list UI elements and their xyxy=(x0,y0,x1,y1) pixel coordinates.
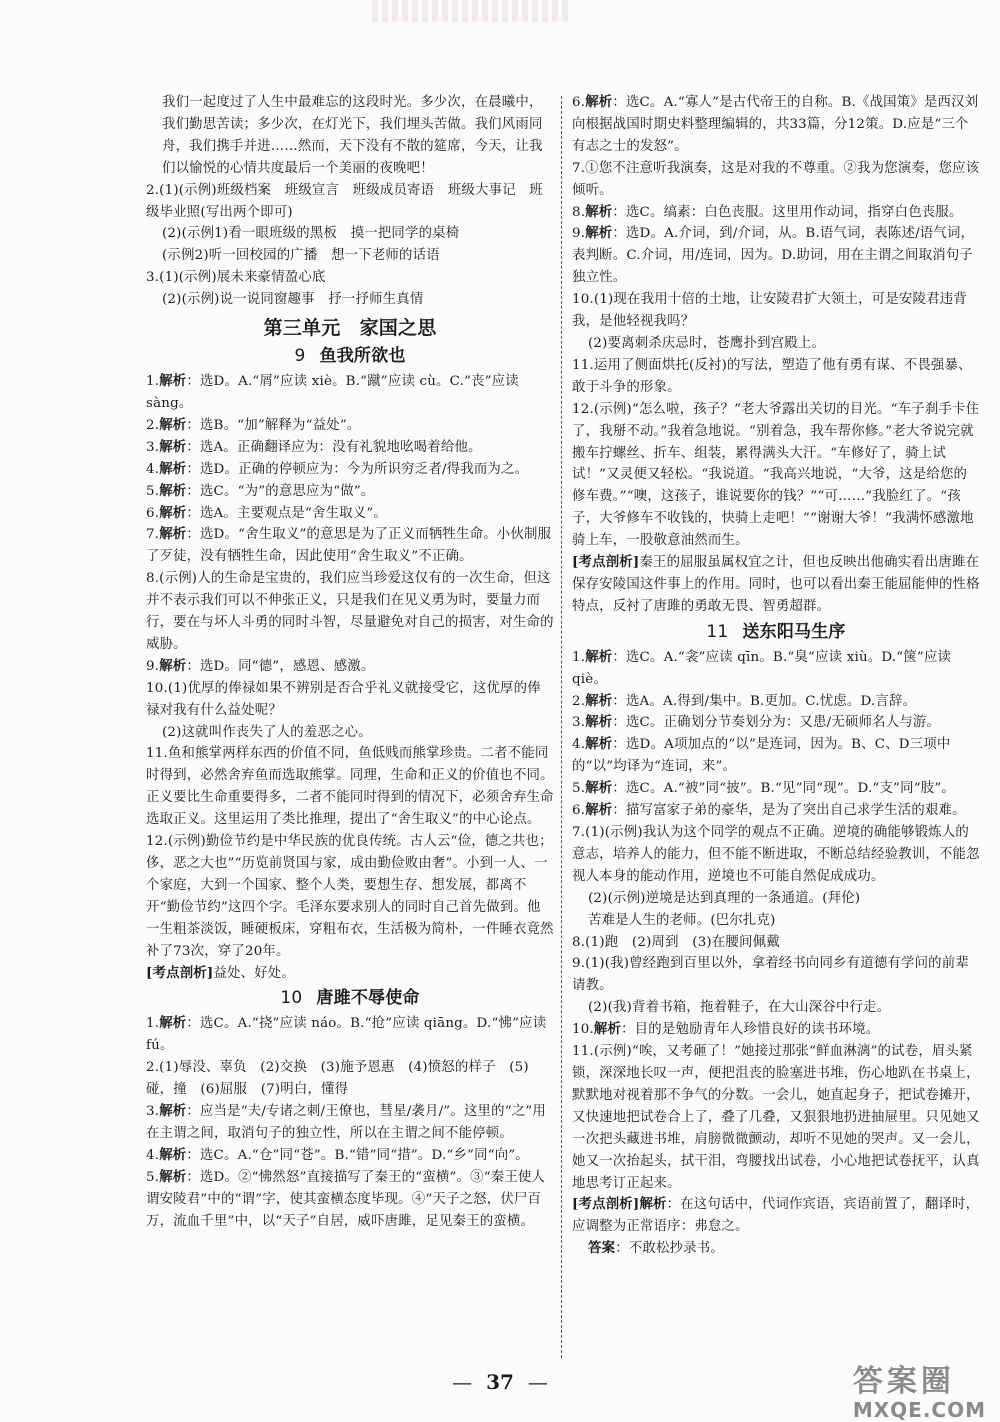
analysis-keyword: 解析 xyxy=(159,657,187,674)
analysis-keyword: 解析 xyxy=(585,94,613,110)
key-point-label: [考点剖析] xyxy=(146,964,214,981)
lesson-number: 11 xyxy=(706,621,729,642)
answer-paragraph xyxy=(146,371,554,415)
answer-paragraph xyxy=(146,1013,554,1057)
key-point-label: [考点剖析] xyxy=(572,1196,640,1213)
analysis-keyword: 解析 xyxy=(585,692,613,709)
analysis-keyword: 解析 xyxy=(159,460,187,477)
analysis-keyword: 解析 xyxy=(159,373,187,390)
answer-paragraph xyxy=(572,800,980,822)
item-number: 5. xyxy=(146,483,160,499)
answer-paragraph xyxy=(572,355,980,399)
answer-paragraph xyxy=(146,503,554,525)
analysis-keyword: 解析 xyxy=(585,648,613,665)
paragraph-text: ：选A。主要观点是“舍生取义”。 xyxy=(186,505,388,521)
paragraph-text: 11.鱼和熊掌两样东西的价值不同，鱼低贱而熊掌珍贵。二者不能同时得到，必然舍弃鱼而选取熊掌。同理，生命和正义的价值也不同。正义要比生命重要得多，二者不能同时得到的情况下，必须舍弃生命选取正义。这里运用了类比推理，提出了“舍生取义”的中心论点。 xyxy=(146,746,554,828)
paragraph-text: ：描写富家子弟的豪华，是为了突出自己求学生活的艰难。 xyxy=(612,803,966,819)
answer-paragraph xyxy=(572,1041,980,1194)
answer-paragraph xyxy=(572,202,980,224)
paragraph-text: (示例2)听一回校园的广播 想一下老师的话语 xyxy=(162,248,440,264)
item-number: 4. xyxy=(146,461,160,477)
item-number: 9. xyxy=(572,226,586,242)
item-number: 1. xyxy=(146,1016,160,1032)
analysis-keyword: 解析 xyxy=(585,802,613,819)
paragraph-text: ：选C。正确划分节奏划分为：又患/无硕师名人与游。 xyxy=(612,715,941,731)
answer-paragraph xyxy=(146,289,554,311)
paragraph-text: 3.(1)(示例)展未来豪情盈心底 xyxy=(146,270,326,286)
item-number: 8. xyxy=(572,204,586,220)
answer-paragraph xyxy=(146,656,554,678)
item-number: 3. xyxy=(146,1104,160,1120)
answer-paragraph xyxy=(572,953,980,997)
answer-line xyxy=(572,1238,980,1260)
paragraph-text: 7.①您不注意听我演奏，这是对我的不尊重。②我为您演奏，您应该倾听。 xyxy=(572,160,980,198)
answer-paragraph xyxy=(572,712,980,734)
paragraph-text: ：选D。A.介词，到/介词，从。B.语气词，表陈述/语气词，表判断。C.介词，用/连词，因为。D.助词，用在主谓之间取消句子独立性。 xyxy=(572,226,975,286)
item-number: 6. xyxy=(572,95,586,110)
paragraph-text: 2.(1)辱没、辜负 (2)交换 (3)施予恩惠 (4)愤怒的样子 (5)碰，撞 (6)屈服 (7)明白，懂得 xyxy=(146,1060,529,1098)
watermark-url: MXQE.COM xyxy=(852,1398,986,1422)
analysis-keyword: 解析 xyxy=(639,1196,667,1213)
item-number: 1. xyxy=(146,374,160,390)
answer-paragraph xyxy=(572,158,980,202)
item-number: 5. xyxy=(146,1169,160,1185)
key-point-analysis xyxy=(146,963,554,985)
item-number: 4. xyxy=(146,1147,160,1163)
item-number: 3. xyxy=(146,439,160,455)
paragraph-text: ：选C。A.“挠”应读 náo。B.“抢”应读 qiāng。D.“怫”应读 fú。 xyxy=(146,1016,547,1054)
answer-paragraph xyxy=(146,831,554,962)
answer-paragraph xyxy=(572,223,980,289)
site-watermark xyxy=(853,1366,986,1422)
item-number: 6. xyxy=(572,803,586,819)
unit-title: 第三单元 家国之思 xyxy=(263,317,437,340)
item-number: 7. xyxy=(146,527,160,543)
answer-paragraph xyxy=(146,678,554,722)
paragraph-text: ：选C。A.“被”同“披”。B.“见”同“现”。D.“支”同“肢”。 xyxy=(612,781,955,797)
paragraph-text: ：选C。A.“衾”应读 qīn。B.“臭”应读 xiù。D.“箧”应读 qiè。 xyxy=(572,649,952,687)
paragraph-text: ：选D。A项加点的“以”是连词，因为。B、C、D三项中的“以”均译为“连词，来”。 xyxy=(572,737,951,775)
paragraph-text: ：选D。②“怫然怒”直接描写了秦王的“蛮横”。③“秦王使人谓安陵君”中的“谓”字，使其蛮横态度毕现。④“天子之怒，伏尸百万，流血千里”中，以“天子”自居，威吓唐雎，足见秦王的蛮横。 xyxy=(146,1169,546,1229)
paragraph-text: 苦难是人生的老师。(巴尔扎克) xyxy=(588,912,776,928)
paragraph-text: ：在这句话中，代词作宾语，宾语前置了，翻译时，应调整为正常语序：弗怠之。 xyxy=(572,1197,980,1235)
paragraph-text: (2)(示例1)看一眼班级的黑板 摸一把同学的桌椅 xyxy=(162,226,460,242)
answer-paragraph xyxy=(146,568,554,656)
answer-paragraph xyxy=(146,722,554,744)
paragraph-text: ：选C。A.“寡人”是古代帝王的自称。B.《战国策》是西汉刘向根据战国时期史料整理编辑的，共33篇，分12策。D.应是“三个有志之士的发怒”。 xyxy=(572,95,979,154)
answer-paragraph xyxy=(146,481,554,503)
paragraph-text: ：选D。“舍生取义”的意思是为了正义而牺牲生命。小伙制服了歹徒，没有牺牲生命，因此使用“舍生取义”不正确。 xyxy=(146,527,552,565)
answer-paragraph xyxy=(146,1101,554,1145)
lesson-title xyxy=(572,619,980,645)
key-point-analysis xyxy=(572,552,980,618)
answer-keyword: 答案 xyxy=(588,1240,616,1257)
paragraph-text: 11.(示例)“唉，又考砸了！”她接过那张“鲜血淋漓”的试卷，眉头紧锁，深深地长叹一声，便把沮丧的脸塞进书堆，伤心地趴在书桌上，默默地对视着那不争气的分数。一会儿，她直起身子，把试卷摊开，又快速地把试卷合上了，叠了几叠，又狠狠地扔进抽屉里。只见她又一次把头藏进书堆，肩膀微微颤动，却听不见她的哭声。又一会儿，她又一次抬起头，拭干泪，弯腰找出试卷，小心地把试卷抚平，认真地思考订正起来。 xyxy=(572,1044,980,1191)
paragraph-text: ：选B。“加”解释为“益处”。 xyxy=(186,417,361,433)
paragraph-text: ：不敢松抄录书。 xyxy=(615,1241,724,1257)
analysis-keyword: 解析 xyxy=(159,416,187,433)
paragraph-text: 11.运用了侧面烘托(反衬)的写法，塑造了他有勇有谋、不畏强暴、敢于斗争的形象。 xyxy=(572,357,972,395)
paragraph-text: 我们一起度过了人生中最难忘的这段时光。多少次，在晨曦中，我们勤思苦读；多少次，在灯光下，我们埋头苦做。我们风雨同舟，我们携手并进……然而，天下没有不散的筵席，今天，让我们以愉悦的心情共度最后一个美丽的夜晚吧！ xyxy=(162,95,543,176)
watermark-logo: 答案圈 xyxy=(852,1364,955,1399)
analysis-keyword: 解析 xyxy=(585,203,613,220)
analysis-keyword: 解析 xyxy=(159,526,187,543)
item-number: 2. xyxy=(146,417,160,433)
analysis-keyword: 解析 xyxy=(159,438,187,455)
paragraph-text: 10.(1)现在我用十倍的土地，让安陵君扩大领土，可是安陵君违背我，是他轻视我吗？ xyxy=(572,292,967,330)
answer-paragraph xyxy=(146,1057,554,1101)
answer-paragraph xyxy=(146,743,554,831)
paragraph-text: ：应当是“夫/专诸之刺/王僚也，彗星/袭月/”。这里的“之”用在主谓之间，取消句子的独立性，所以在主谓之间不能停顿。 xyxy=(146,1104,546,1141)
analysis-keyword: 解析 xyxy=(159,504,187,521)
answer-paragraph xyxy=(146,92,554,180)
analysis-keyword: 解析 xyxy=(159,1146,187,1163)
item-number: 3. xyxy=(572,715,586,731)
answer-paragraph xyxy=(572,910,980,932)
paragraph-text: (2)(我)背着书箱，拖着鞋子，在大山深谷中行走。 xyxy=(588,1000,891,1016)
answer-paragraph xyxy=(572,932,980,954)
answer-paragraph xyxy=(146,524,554,568)
paragraph-text: 9.(1)(我)曾经跑到百里以外，拿着经书向同乡有道德有学问的前辈请教。 xyxy=(572,956,969,994)
analysis-keyword: 解析 xyxy=(159,1015,187,1032)
paragraph-text: 12.(示例)勤俭节约是中华民族的优良传统。古人云“俭，德之共也；侈，恶之大也”“历览前贤国与家，成由勤俭败由奢”。小到一人、一个家庭，大到一个国家、整个人类，要想生存、想发展，都离不开“勤俭节约”这四个字。毛泽东要求别人的同时自己首先做到。他一生粗茶淡饭，睡硬板床，穿粗布衣，生活极为简朴，一件睡衣竟然补了73次，穿了20年。 xyxy=(146,834,554,959)
item-number: 6. xyxy=(146,505,160,521)
key-point-label: [考点剖析] xyxy=(572,554,640,571)
top-stamp-mark xyxy=(372,0,572,22)
lesson-number: 10 xyxy=(280,988,303,1009)
paragraph-text: 益处、好处。 xyxy=(213,965,295,981)
answer-paragraph xyxy=(146,267,554,289)
page-number: — 37 — xyxy=(452,1370,548,1394)
answer-paragraph xyxy=(572,691,980,713)
answer-paragraph xyxy=(146,223,554,245)
lesson-name: 送东阳马生序 xyxy=(742,621,846,642)
answer-paragraph xyxy=(572,647,980,691)
left-column xyxy=(146,92,554,1233)
lesson-title xyxy=(146,985,554,1011)
paragraph-text: (2)(示例)逆境是达到真理的一条通道。(拜伦) xyxy=(588,890,861,906)
analysis-keyword: 解析 xyxy=(593,1021,622,1038)
answer-paragraph xyxy=(572,734,980,778)
lesson-name: 唐雎不辱使命 xyxy=(316,988,420,1009)
analysis-keyword: 解析 xyxy=(585,780,613,797)
paragraph-text: ：选D。A.“屑”应读 xiè。B.“蹴”应读 cù。C.“丧”应读 sàng。 xyxy=(146,374,519,411)
analysis-keyword: 解析 xyxy=(585,225,613,242)
answer-paragraph xyxy=(146,415,554,437)
lesson-title xyxy=(146,343,554,369)
item-number: 9. xyxy=(146,658,160,674)
answer-paragraph xyxy=(572,289,980,333)
answer-paragraph xyxy=(146,245,554,267)
answer-paragraph xyxy=(146,1145,554,1167)
paragraph-text: ：目的是勉励青年人珍惜良好的读书环境。 xyxy=(621,1022,880,1038)
paragraph-text: 8.(示例)人的生命是宝贵的，我们应当珍爱这仅有的一次生命，但这并不表示我们可以不伸张正义，只是我们在见义勇为时，要量力而行，要在与坏人斗勇的同时斗智，尽量避免对自己的损害，对生命的威胁。 xyxy=(146,571,554,652)
item-number: 2. xyxy=(572,693,586,709)
answer-paragraph xyxy=(572,997,980,1019)
answer-paragraph xyxy=(572,778,980,800)
answer-paragraph xyxy=(572,822,980,888)
answer-paragraph xyxy=(572,333,980,355)
paragraph-text: 2.(1)(示例)班级档案 班级宣言 班级成员寄语 班级大事记 班级毕业照(写出两个即可) xyxy=(146,182,543,220)
paragraph-text: ：选C。缟素：白色丧服。这里用作动词，指穿白色丧服。 xyxy=(612,204,963,220)
analysis-keyword: 解析 xyxy=(159,1168,187,1185)
lesson-name: 鱼我所欲也 xyxy=(319,346,406,367)
paragraph-text: ：选C。“为”的意思应为“做”。 xyxy=(186,483,375,499)
answer-paragraph xyxy=(146,437,554,459)
paragraph-text: ：选C。A.“仓”同“苍”。B.“错”同“措”。D.“乡”同“向”。 xyxy=(186,1147,529,1163)
paragraph-text: ：选D。正确的停顿应为：今为所识穷乏者/得我而为之。 xyxy=(186,461,529,477)
answer-paragraph xyxy=(146,459,554,481)
item-number: 4. xyxy=(572,737,586,753)
paragraph-text: 7.(1)(示例)我认为这个同学的观点不正确。逆境的确能够锻炼人的意志，培养人的能力，但不能不断进取，不断总结经验教训，不能忽视人本身的能动作用，逆境也不可能自然促成成功。 xyxy=(572,825,980,884)
paragraph-text: 12.(示例)“怎么啦，孩子？”老大爷露出关切的目光。“车子刹手卡住了，我掰不动。”我着急地说。“别着急，我车帮你修。”老大爷说完就搬车拧螺丝、折车、组装，累得满头大汗。“车修好了，骑上试试！”又灵便又轻松。“我说道。“我高兴地说，“大爷，这是给您的修车费。”“噢，这孩子，谁说要你的钱？”“可……”我脸红了。“孩子，大爷修车不收钱的，快骑上走吧！”“谢谢大爷！”我满怀感激地骑上车，一股敬意油然而生。 xyxy=(572,401,980,549)
analysis-keyword: 解析 xyxy=(585,736,613,753)
answer-paragraph xyxy=(572,888,980,910)
paragraph-text: (2)这就叫作丧失了人的羞恶之心。 xyxy=(162,724,372,740)
analysis-keyword: 解析 xyxy=(585,714,613,731)
paragraph-text: ：选D。同“德”，感恩、感激。 xyxy=(186,658,375,674)
paragraph-text: (2)(示例)说一说同窗趣事 抒一抒师生真情 xyxy=(162,292,424,308)
answer-paragraph xyxy=(572,399,980,552)
answer-paragraph xyxy=(146,180,554,224)
paragraph-text: 10.(1)优厚的俸禄如果不辨别是否合乎礼义就接受它，这优厚的俸禄对我有什么益处呢？ xyxy=(146,680,541,718)
item-number: 5. xyxy=(572,781,586,797)
analysis-keyword: 解析 xyxy=(159,482,187,499)
paragraph-text: 8.(1)跑 (2)周到 (3)在腰间佩戴 xyxy=(572,934,780,950)
analysis-keyword: 解析 xyxy=(159,1103,187,1120)
key-point-analysis xyxy=(572,1194,980,1238)
paragraph-text: 秦王的屈服虽属权宜之计，但也反映出他确实看出唐雎在保存安陵国这件事上的作用。同时，也可以看出秦王能屈能伸的性格特点，反衬了唐雎的勇敢无畏、智勇超群。 xyxy=(572,555,980,614)
item-number: 1. xyxy=(572,649,586,665)
answer-paragraph xyxy=(572,92,980,158)
paragraph-text: (2)要离刺杀庆忌时，苍鹰扑到宫殿上。 xyxy=(588,335,826,351)
answer-paragraph xyxy=(146,1167,554,1233)
answer-paragraph xyxy=(572,1019,980,1041)
right-column xyxy=(572,92,980,1260)
paragraph-text: ：选A。A.得到/集中。B.更加。C.忧虑。D.言辞。 xyxy=(612,693,917,709)
paragraph-text: ：选A。正确翻译应为：没有礼貌地吆喝着给他。 xyxy=(186,439,482,455)
column-divider xyxy=(561,96,562,1358)
item-number: 10. xyxy=(572,1022,594,1038)
lesson-number: 9 xyxy=(294,346,306,367)
